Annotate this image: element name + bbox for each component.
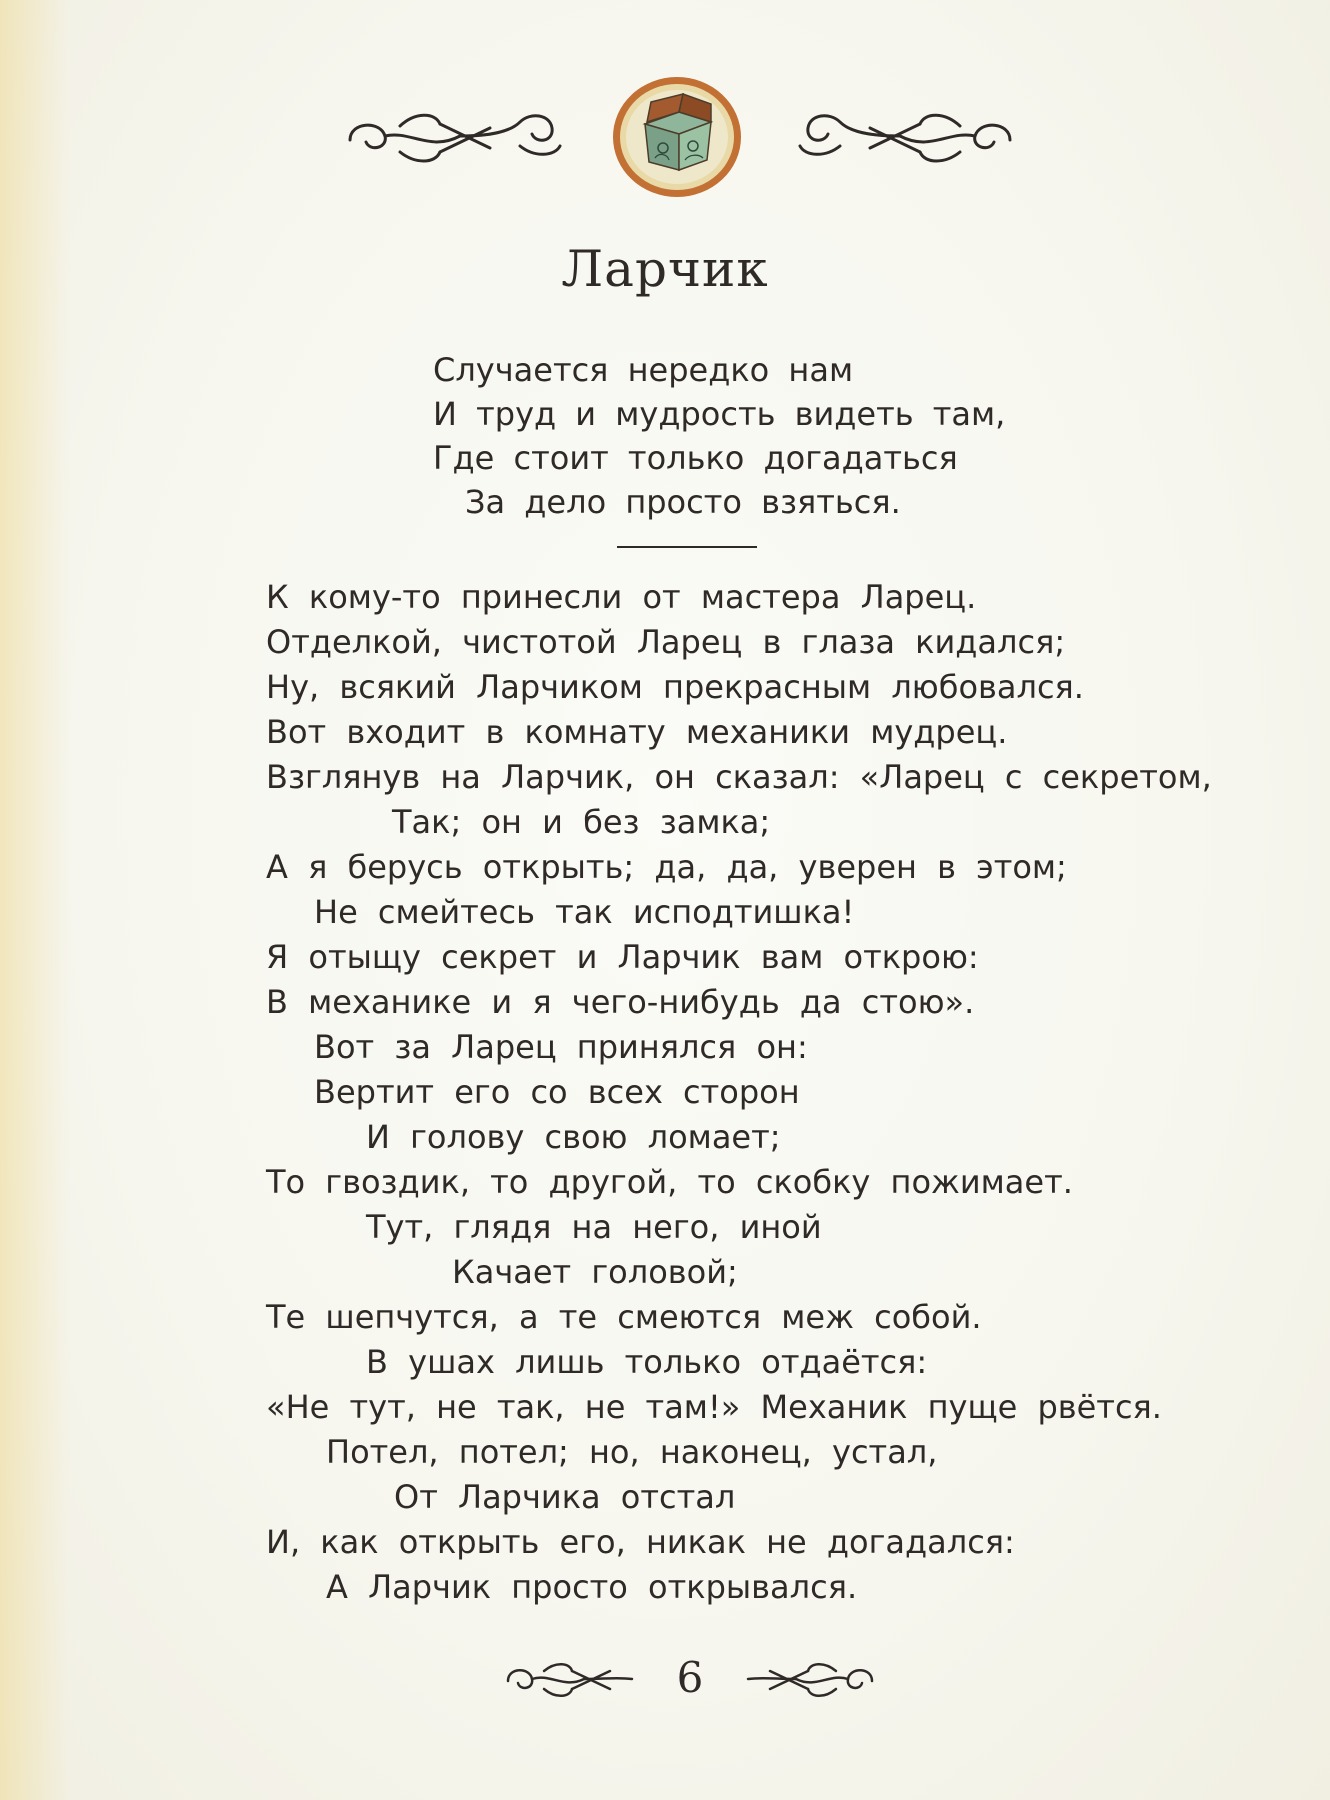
fable-line: И, как открыть его, никак не догадался: [266,1523,1015,1561]
fable-line: От Ларчика отстал [394,1478,736,1516]
fable-body [266,575,1226,1610]
left-footer-flourish-icon [500,1657,640,1703]
fable-line: Так; он и без замка; [392,803,771,841]
fable-line: Те шепчутся, а те смеются меж собой. [266,1298,982,1336]
fable-line: Ну, всякий Ларчиком прекрасным любовался. [266,668,1084,706]
fable-line: А я берусь открыть; да, да, уверен в этом; [266,848,1067,886]
section-divider [617,546,757,548]
fable-title: Ларчик [561,240,769,298]
right-flourish-icon [790,102,1020,172]
fable-line: То гвоздик, то другой, то скобку пожимает. [266,1163,1073,1201]
fable-line: А Ларчик просто открывался. [326,1568,858,1606]
right-footer-flourish-icon [740,1657,880,1703]
fable-line: Вертит его со всех сторон [314,1073,800,1111]
fable-line: «Не тут, не так, не там!» Механик пуще рвётся. [266,1388,1162,1426]
fable-line: Взглянув на Ларчик, он сказал: «Ларец с секретом, [266,758,1212,796]
fable-line: И голову свою ломает; [366,1118,781,1156]
fable-line: Вот за Ларец принялся он: [314,1028,808,1066]
header-ornament [340,72,1020,202]
fable-line: В механике и я чего-нибудь да стою». [266,983,975,1021]
fable-line: Тут, глядя на него, иной [366,1208,822,1246]
page-footer [500,1645,880,1715]
page-number: 6 [676,1653,704,1702]
epigraph-line: Где стоит только догадаться [433,439,958,477]
epigraph-line: Случается нередко нам [433,351,854,389]
fable-line: Потел, потел; но, наконец, устал, [326,1433,938,1471]
fable-line: Я отыщу секрет и Ларчик вам открою: [266,938,979,976]
fable-line: Вот входит в комнату механики мудрец. [266,713,1008,751]
fable-line: Не смейтесь так исподтишка! [314,893,855,931]
fable-line: Качает головой; [452,1253,738,1291]
epigraph [433,348,1033,524]
casket-medallion-icon [607,72,747,202]
fable-line: Отделкой, чистотой Ларец в глаза кидался; [266,623,1066,661]
fable-line: К кому-то принесли от мастера Ларец. [266,578,977,616]
fable-line: В ушах лишь только отдаётся: [366,1343,928,1381]
epigraph-line: За дело просто взяться. [465,483,901,521]
left-flourish-icon [340,102,570,172]
epigraph-line: И труд и мудрость видеть там, [433,395,1006,433]
